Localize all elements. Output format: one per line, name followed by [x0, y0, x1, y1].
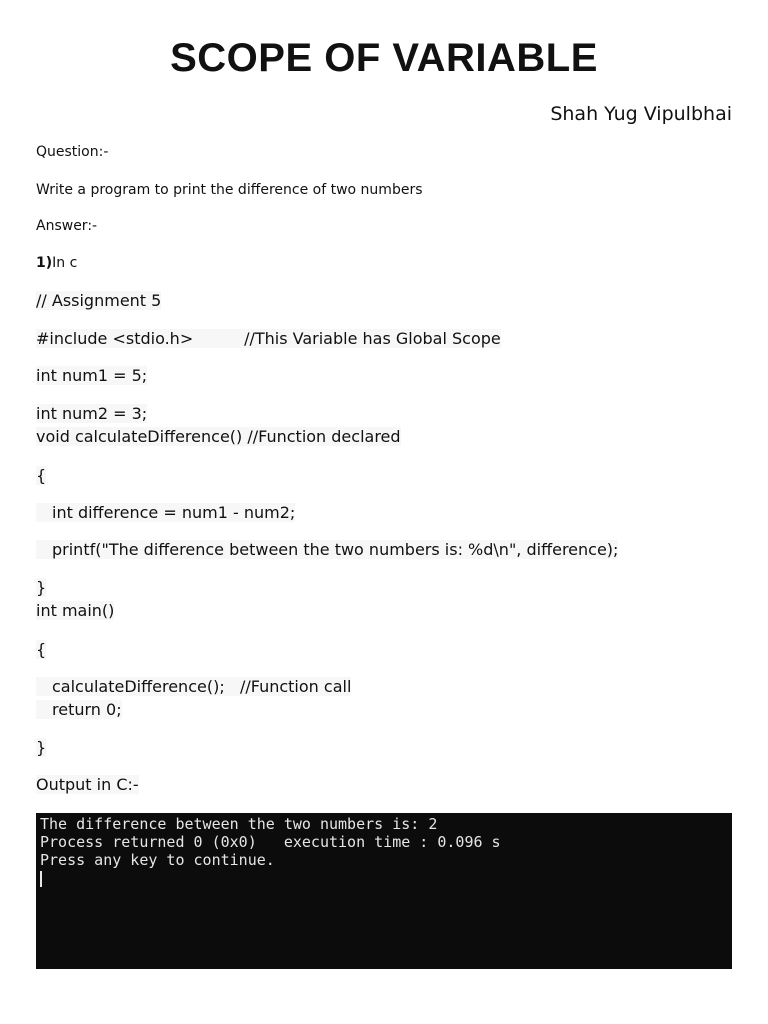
question-label: Question:- — [36, 144, 109, 160]
page-title: SCOPE OF VARIABLE — [170, 36, 598, 80]
code-line: } — [36, 578, 47, 597]
terminal-line: The difference between the two numbers is: 2 — [40, 815, 438, 833]
code-line: calculateDifference(); //Function call — [36, 677, 351, 696]
terminal-cursor — [40, 871, 42, 887]
terminal-line: Process returned 0 (0x0) execution time : 0.096 s — [40, 833, 501, 851]
output-label: Output in C:- — [36, 775, 139, 794]
code-line: int num2 = 3; — [36, 404, 148, 423]
code-line: { — [36, 466, 47, 485]
code-line: void calculateDifference() //Function declared — [36, 427, 401, 446]
question-text: Write a program to print the difference of two numbers — [36, 182, 423, 198]
code-line: int num1 = 5; — [36, 366, 148, 385]
code-line: #include <stdio.h> //This Variable has Global Scope — [36, 329, 501, 348]
code-line: } — [36, 738, 47, 757]
author-name: Shah Yug Vipulbhai — [550, 103, 732, 125]
code-line: int difference = num1 - num2; — [36, 503, 295, 522]
terminal-output — [36, 813, 732, 969]
code-line: { — [36, 640, 47, 659]
terminal-line: Press any key to continue. — [40, 851, 275, 869]
code-line: // Assignment 5 — [36, 291, 162, 310]
section-number: 1) — [36, 255, 53, 271]
answer-label: Answer:- — [36, 218, 98, 234]
section-heading — [36, 255, 77, 271]
section-label: In c — [52, 255, 78, 271]
code-line: int main() — [36, 601, 115, 620]
code-line: return 0; — [36, 700, 122, 719]
code-line: printf("The difference between the two numbers is: %d\n", difference); — [36, 540, 618, 559]
